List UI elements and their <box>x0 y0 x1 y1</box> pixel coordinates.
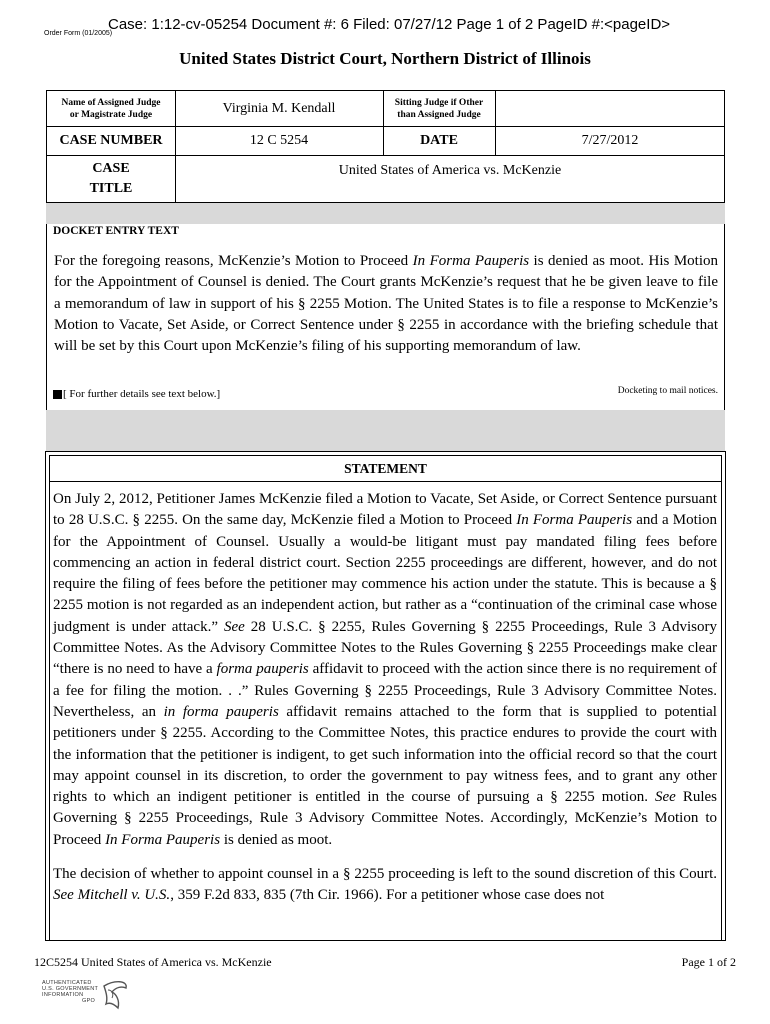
statement-text: affidavit remains attached to the form that is supplied to potential petitioners under § 2255. According to the Committee Notes, this practice endures to provide the court with the information that the petitioner is indigent, to get such information into the official record so that the court may appoint counsel in its discretion, to order the government to pay witness fees, and to grant any other rights to which an indigent petitioner is entitled in the course of pursuing a § 2255 motion. <box>53 703 717 806</box>
sitting-judge-value <box>495 91 725 126</box>
gpo-line: INFORMATION <box>42 992 84 998</box>
case-title-label-line1: CASE <box>92 161 130 176</box>
statement-text: On July 2, 2012, Petitioner James McKenzie filed a Motion to Vacate, Set Aside, or Correct Sentence pursuant to 28 U.S.C. § 2255. On the same day, McKenzie filed a Motion to Proceed <box>53 491 717 529</box>
docket-text-part: is denied as moot. His Motion for the Appointment of Counsel is denied. The Court grants McKenzie’s request that he be given leave to file a memorandum of law in support of his § 2255 Motion. The United States is to file a response to McKenzie’s Motion to Vacate, Set Aside, or Correct Sentence under § 2255 in accordance with the briefing schedule that will be set by this Court upon McKenzie’s filing of his supporting memorandum of law. <box>54 253 718 355</box>
date-value: 7/27/2012 <box>581 132 639 148</box>
gpo-line: AUTHENTICATED <box>42 980 92 986</box>
gpo-line: U.S. GOVERNMENT <box>42 986 99 992</box>
further-details-text: [ For further details see text below.] <box>63 388 221 400</box>
sitting-label-line2: than Assigned Judge <box>397 109 481 120</box>
case-info-table <box>46 90 725 203</box>
further-details-note <box>53 388 220 400</box>
statement-italic: in forma pauperis <box>163 703 279 720</box>
statement-paragraph-1 <box>53 489 717 851</box>
footer-case-caption: 12C5254 United States of America vs. McKenzie <box>34 955 272 969</box>
case-title-label <box>47 155 175 203</box>
statement-text: is denied as moot. <box>220 831 333 848</box>
statement-text: , 359 F.2d 833, 835 (7th Cir. 1966). For a petitioner whose case does not <box>170 887 605 904</box>
case-title-value: United States of America vs. McKenzie <box>338 163 562 178</box>
statement-text: The decision of whether to appoint counsel in a § 2255 proceeding is left to the sound discretion of this Court. <box>53 866 717 883</box>
statement-italic: See <box>223 618 245 635</box>
statement-text: and a Motion for the Appointment of Counsel. Usually a would-be litigant must pay mandated filing fees before commencing an action in federal district court. Section 2255 proceedings are different, however, and do not require the filing of fees before the petitioner may commence his action under the statute. This is because a § 2255 motion is not regarded as an independent action, but rather as a “continuation of the criminal case whose judgment is under attack.” <box>53 512 717 635</box>
judge-label-line1: Name of Assigned Judge <box>61 97 161 108</box>
court-title: United States District Court, Northern District of Illinois <box>179 49 591 68</box>
statement-italic: In Forma Pauperis <box>105 831 221 848</box>
docket-entry-text <box>54 251 718 357</box>
docket-text-part: For the foregoing reasons, McKenzie’s Motion to Proceed <box>54 253 413 269</box>
statement-italic: forma pauperis <box>216 661 309 678</box>
docket-entry-label: DOCKET ENTRY TEXT <box>53 225 179 237</box>
order-form-label: Order Form (01/2005) <box>44 30 113 37</box>
statement-title: STATEMENT <box>344 461 427 476</box>
case-header-stamp: Case: 1:12-cv-05254 Document #: 6 Filed: 07/27/12 Page 1 of 2 PageID #:<pageID> <box>108 16 671 33</box>
statement-title-rule <box>49 481 722 482</box>
gpo-line: GPO <box>82 998 96 1004</box>
sitting-label-line1: Sitting Judge if Other <box>394 97 484 108</box>
statement-italic: See Mitchell v. U.S. <box>53 887 171 904</box>
sitting-judge-label <box>383 91 495 126</box>
statement-text: affidavit to proceed with the action since there is no requirement of a fee for filing the motion. . .” Rules Governing § 2255 Proceedings, Rule 3 Advisory Committee Notes. Nevertheless, an <box>53 661 717 720</box>
black-square-icon <box>53 390 62 399</box>
case-number-label: CASE NUMBER <box>59 132 163 148</box>
statement-italic: In Forma Pauperis <box>516 512 633 529</box>
docketing-note: Docketing to mail notices. <box>617 386 718 396</box>
statement-body <box>53 489 717 920</box>
date-label: DATE <box>420 132 458 148</box>
gpo-authentication-logo <box>42 978 142 1018</box>
footer-page-number: Page 1 of 2 <box>681 955 736 969</box>
case-number-value: 12 C 5254 <box>249 132 309 148</box>
statement-paragraph-2 <box>53 864 717 907</box>
statement-italic: See <box>655 789 676 806</box>
judge-name: Virginia M. Kendall <box>222 100 336 116</box>
judge-label-line2: or Magistrate Judge <box>69 109 153 120</box>
case-title-label-line2: TITLE <box>89 181 133 196</box>
statement-text: Rules Governing § 2255 Proceedings, Rule 3 Advisory Committee Notes. Accordingly, McKenzie’s Motion to Proceed <box>53 789 718 848</box>
statement-text: 28 U.S.C. § 2255, Rules Governing § 2255 Proceedings, Rule 3 Advisory Committee Notes. As the Advisory Committee Notes to the Rules Governing § 2255 Proceedings make clear “there is no need to have a <box>53 618 717 678</box>
judge-label <box>47 91 175 126</box>
docket-text-italic: In Forma Pauperis <box>412 253 530 269</box>
